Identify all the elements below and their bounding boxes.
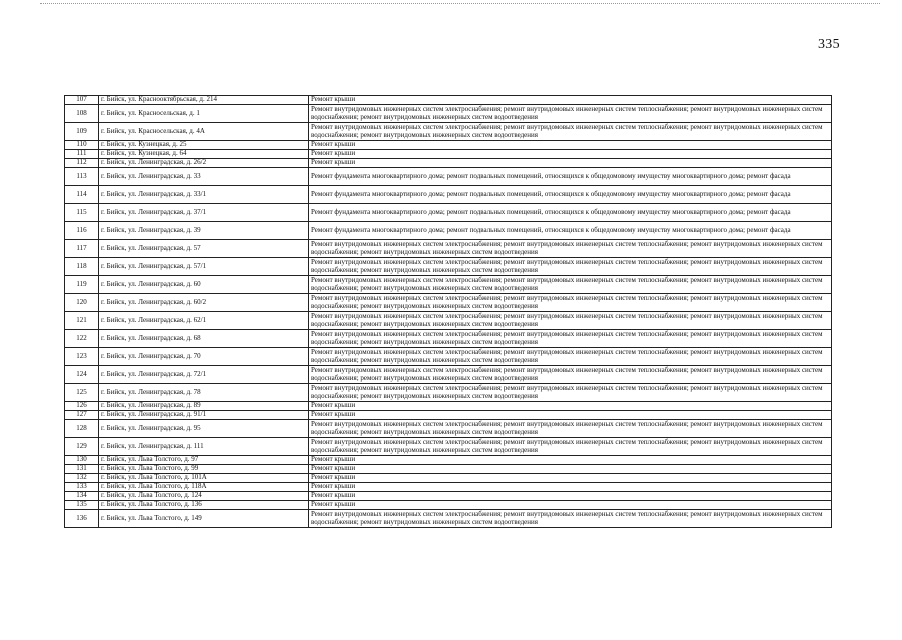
work-type-cell: Ремонт крыши [309, 483, 832, 492]
work-type-cell: Ремонт крыши [309, 411, 832, 420]
table-row [65, 294, 832, 312]
row-number-cell: 134 [65, 492, 99, 501]
row-number-cell: 114 [65, 186, 99, 204]
row-number-cell: 118 [65, 258, 99, 276]
page-number: 335 [818, 37, 840, 52]
row-number-cell: 108 [65, 105, 99, 123]
work-type-cell: Ремонт внутридомовых инженерных систем электроснабжения; ремонт внутридомовых инженерных систем теплоснабжения; ремонт внутридомовых инженерных систем водоснабжения; ремонт внутридомовых инженерных систем водоотведения [309, 384, 832, 402]
work-type-cell: Ремонт внутридомовых инженерных систем электроснабжения; ремонт внутридомовых инженерных систем теплоснабжения; ремонт внутридомовых инженерных систем водоснабжения; ремонт внутридомовых инженерных систем водоотведения [309, 240, 832, 258]
work-type-cell: Ремонт внутридомовых инженерных систем электроснабжения; ремонт внутридомовых инженерных систем теплоснабжения; ремонт внутридомовых инженерных систем водоснабжения; ремонт внутридомовых инженерных систем водоотведения [309, 330, 832, 348]
work-type-cell: Ремонт внутридомовых инженерных систем электроснабжения; ремонт внутридомовых инженерных систем теплоснабжения; ремонт внутридомовых инженерных систем водоснабжения; ремонт внутридомовых инженерных систем водоотведения [309, 420, 832, 438]
table-row [65, 510, 832, 528]
address-cell: г. Бийск, ул. Льва Толстого, д. 99 [99, 465, 309, 474]
address-cell: г. Бийск, ул. Ленинградская, д. 26/2 [99, 159, 309, 168]
table-row [65, 258, 832, 276]
work-type-cell: Ремонт внутридомовых инженерных систем электроснабжения; ремонт внутридомовых инженерных систем теплоснабжения; ремонт внутридомовых инженерных систем водоснабжения; ремонт внутридомовых инженерных систем водоотведения [309, 348, 832, 366]
address-cell: г. Бийск, ул. Ленинградская, д. 111 [99, 438, 309, 456]
table-row [65, 438, 832, 456]
work-type-cell: Ремонт внутридомовых инженерных систем электроснабжения; ремонт внутридомовых инженерных систем теплоснабжения; ремонт внутридомовых инженерных систем водоснабжения; ремонт внутридомовых инженерных систем водоотведения [309, 276, 832, 294]
table-row [65, 411, 832, 420]
work-type-cell: Ремонт внутридомовых инженерных систем электроснабжения; ремонт внутридомовых инженерных систем теплоснабжения; ремонт внутридомовых инженерных систем водоснабжения; ремонт внутридомовых инженерных систем водоотведения [309, 258, 832, 276]
address-cell: г. Бийск, ул. Ленинградская, д. 89 [99, 402, 309, 411]
row-number-cell: 119 [65, 276, 99, 294]
row-number-cell: 130 [65, 456, 99, 465]
address-cell: г. Бийск, ул. Ленинградская, д. 57 [99, 240, 309, 258]
table-row [65, 168, 832, 186]
work-type-cell: Ремонт внутридомовых инженерных систем электроснабжения; ремонт внутридомовых инженерных систем теплоснабжения; ремонт внутридомовых инженерных систем водоснабжения; ремонт внутридомовых инженерных систем водоотведения [309, 510, 832, 528]
work-type-cell: Ремонт внутридомовых инженерных систем электроснабжения; ремонт внутридомовых инженерных систем теплоснабжения; ремонт внутридомовых инженерных систем водоснабжения; ремонт внутридомовых инженерных систем водоотведения [309, 366, 832, 384]
table-row [65, 474, 832, 483]
row-number-cell: 116 [65, 222, 99, 240]
work-type-cell: Ремонт крыши [309, 492, 832, 501]
table-row [65, 204, 832, 222]
row-number-cell: 125 [65, 384, 99, 402]
table-body [65, 96, 832, 528]
address-cell: г. Бийск, ул. Льва Толстого, д. 149 [99, 510, 309, 528]
address-cell: г. Бийск, ул. Кузнецкая, д. 25 [99, 141, 309, 150]
address-cell: г. Бийск, ул. Ленинградская, д. 33 [99, 168, 309, 186]
address-cell: г. Бийск, ул. Ленинградская, д. 60 [99, 276, 309, 294]
row-number-cell: 129 [65, 438, 99, 456]
table-row [65, 312, 832, 330]
work-type-cell: Ремонт крыши [309, 402, 832, 411]
address-cell: г. Бийск, ул. Ленинградская, д. 78 [99, 384, 309, 402]
row-number-cell: 115 [65, 204, 99, 222]
repair-works-table [64, 95, 832, 528]
row-number-cell: 120 [65, 294, 99, 312]
page-top-rule [40, 3, 880, 4]
address-cell: г. Бийск, ул. Ленинградская, д. 95 [99, 420, 309, 438]
work-type-cell: Ремонт крыши [309, 501, 832, 510]
row-number-cell: 131 [65, 465, 99, 474]
address-cell: г. Бийск, ул. Льва Толстого, д. 136 [99, 501, 309, 510]
work-type-cell: Ремонт фундамента многоквартирного дома; ремонт подвальных помещений, относящихся к общедомовому имуществу многоквартирного дома; ремонт фасада [309, 168, 832, 186]
table-row [65, 222, 832, 240]
address-cell: г. Бийск, ул. Ленинградская, д. 60/2 [99, 294, 309, 312]
table-row [65, 465, 832, 474]
row-number-cell: 133 [65, 483, 99, 492]
work-type-cell: Ремонт фундамента многоквартирного дома; ремонт подвальных помещений, относящихся к общедомовому имуществу многоквартирного дома; ремонт фасада [309, 186, 832, 204]
address-cell: г. Бийск, ул. Ленинградская, д. 70 [99, 348, 309, 366]
work-type-cell: Ремонт крыши [309, 159, 832, 168]
row-number-cell: 117 [65, 240, 99, 258]
row-number-cell: 110 [65, 141, 99, 150]
address-cell: г. Бийск, ул. Красносельская, д. 1 [99, 105, 309, 123]
table-row [65, 501, 832, 510]
address-cell: г. Бийск, ул. Льва Толстого, д. 97 [99, 456, 309, 465]
address-cell: г. Бийск, ул. Ленинградская, д. 39 [99, 222, 309, 240]
address-cell: г. Бийск, ул. Льва Толстого, д. 124 [99, 492, 309, 501]
table-row [65, 240, 832, 258]
row-number-cell: 121 [65, 312, 99, 330]
address-cell: г. Бийск, ул. Краснооктябрьская, д. 214 [99, 96, 309, 105]
address-cell: г. Бийск, ул. Ленинградская, д. 57/1 [99, 258, 309, 276]
row-number-cell: 126 [65, 402, 99, 411]
row-number-cell: 111 [65, 150, 99, 159]
table-row [65, 105, 832, 123]
table-row [65, 141, 832, 150]
table-row [65, 150, 832, 159]
table-row [65, 186, 832, 204]
work-type-cell: Ремонт внутридомовых инженерных систем электроснабжения; ремонт внутридомовых инженерных систем теплоснабжения; ремонт внутридомовых инженерных систем водоснабжения; ремонт внутридомовых инженерных систем водоотведения [309, 312, 832, 330]
address-cell: г. Бийск, ул. Ленинградская, д. 33/1 [99, 186, 309, 204]
table-row [65, 420, 832, 438]
table-row [65, 456, 832, 465]
row-number-cell: 112 [65, 159, 99, 168]
address-cell: г. Бийск, ул. Ленинградская, д. 91/1 [99, 411, 309, 420]
work-type-cell: Ремонт фундамента многоквартирного дома; ремонт подвальных помещений, относящихся к общедомовому имуществу многоквартирного дома; ремонт фасада [309, 204, 832, 222]
row-number-cell: 128 [65, 420, 99, 438]
table-row [65, 348, 832, 366]
work-type-cell: Ремонт внутридомовых инженерных систем электроснабжения; ремонт внутридомовых инженерных систем теплоснабжения; ремонт внутридомовых инженерных систем водоснабжения; ремонт внутридомовых инженерных систем водоотведения [309, 294, 832, 312]
work-type-cell: Ремонт внутридомовых инженерных систем электроснабжения; ремонт внутридомовых инженерных систем теплоснабжения; ремонт внутридомовых инженерных систем водоснабжения; ремонт внутридомовых инженерных систем водоотведения [309, 123, 832, 141]
table-row [65, 483, 832, 492]
row-number-cell: 132 [65, 474, 99, 483]
work-type-cell: Ремонт крыши [309, 150, 832, 159]
row-number-cell: 124 [65, 366, 99, 384]
table-row [65, 96, 832, 105]
address-cell: г. Бийск, ул. Льва Толстого, д. 118А [99, 483, 309, 492]
row-number-cell: 127 [65, 411, 99, 420]
table-row [65, 492, 832, 501]
row-number-cell: 107 [65, 96, 99, 105]
table-row [65, 123, 832, 141]
work-type-cell: Ремонт внутридомовых инженерных систем электроснабжения; ремонт внутридомовых инженерных систем теплоснабжения; ремонт внутридомовых инженерных систем водоснабжения; ремонт внутридомовых инженерных систем водоотведения [309, 105, 832, 123]
address-cell: г. Бийск, ул. Кузнецкая, д. 64 [99, 150, 309, 159]
work-type-cell: Ремонт крыши [309, 465, 832, 474]
table-row [65, 384, 832, 402]
table-row [65, 330, 832, 348]
work-type-cell: Ремонт фундамента многоквартирного дома; ремонт подвальных помещений, относящихся к общедомовому имуществу многоквартирного дома; ремонт фасада [309, 222, 832, 240]
table-row [65, 366, 832, 384]
work-type-cell: Ремонт крыши [309, 474, 832, 483]
address-cell: г. Бийск, ул. Ленинградская, д. 37/1 [99, 204, 309, 222]
work-type-cell: Ремонт крыши [309, 96, 832, 105]
row-number-cell: 135 [65, 501, 99, 510]
work-type-cell: Ремонт крыши [309, 141, 832, 150]
table-row [65, 402, 832, 411]
work-type-cell: Ремонт крыши [309, 456, 832, 465]
address-cell: г. Бийск, ул. Ленинградская, д. 68 [99, 330, 309, 348]
table-row [65, 276, 832, 294]
row-number-cell: 122 [65, 330, 99, 348]
address-cell: г. Бийск, ул. Ленинградская, д. 72/1 [99, 366, 309, 384]
row-number-cell: 113 [65, 168, 99, 186]
work-type-cell: Ремонт внутридомовых инженерных систем электроснабжения; ремонт внутридомовых инженерных систем теплоснабжения; ремонт внутридомовых инженерных систем водоснабжения; ремонт внутридомовых инженерных систем водоотведения [309, 438, 832, 456]
row-number-cell: 109 [65, 123, 99, 141]
address-cell: г. Бийск, ул. Льва Толстого, д. 101А [99, 474, 309, 483]
address-cell: г. Бийск, ул. Красносельская, д. 4А [99, 123, 309, 141]
row-number-cell: 123 [65, 348, 99, 366]
table-row [65, 159, 832, 168]
address-cell: г. Бийск, ул. Ленинградская, д. 62/1 [99, 312, 309, 330]
row-number-cell: 136 [65, 510, 99, 528]
